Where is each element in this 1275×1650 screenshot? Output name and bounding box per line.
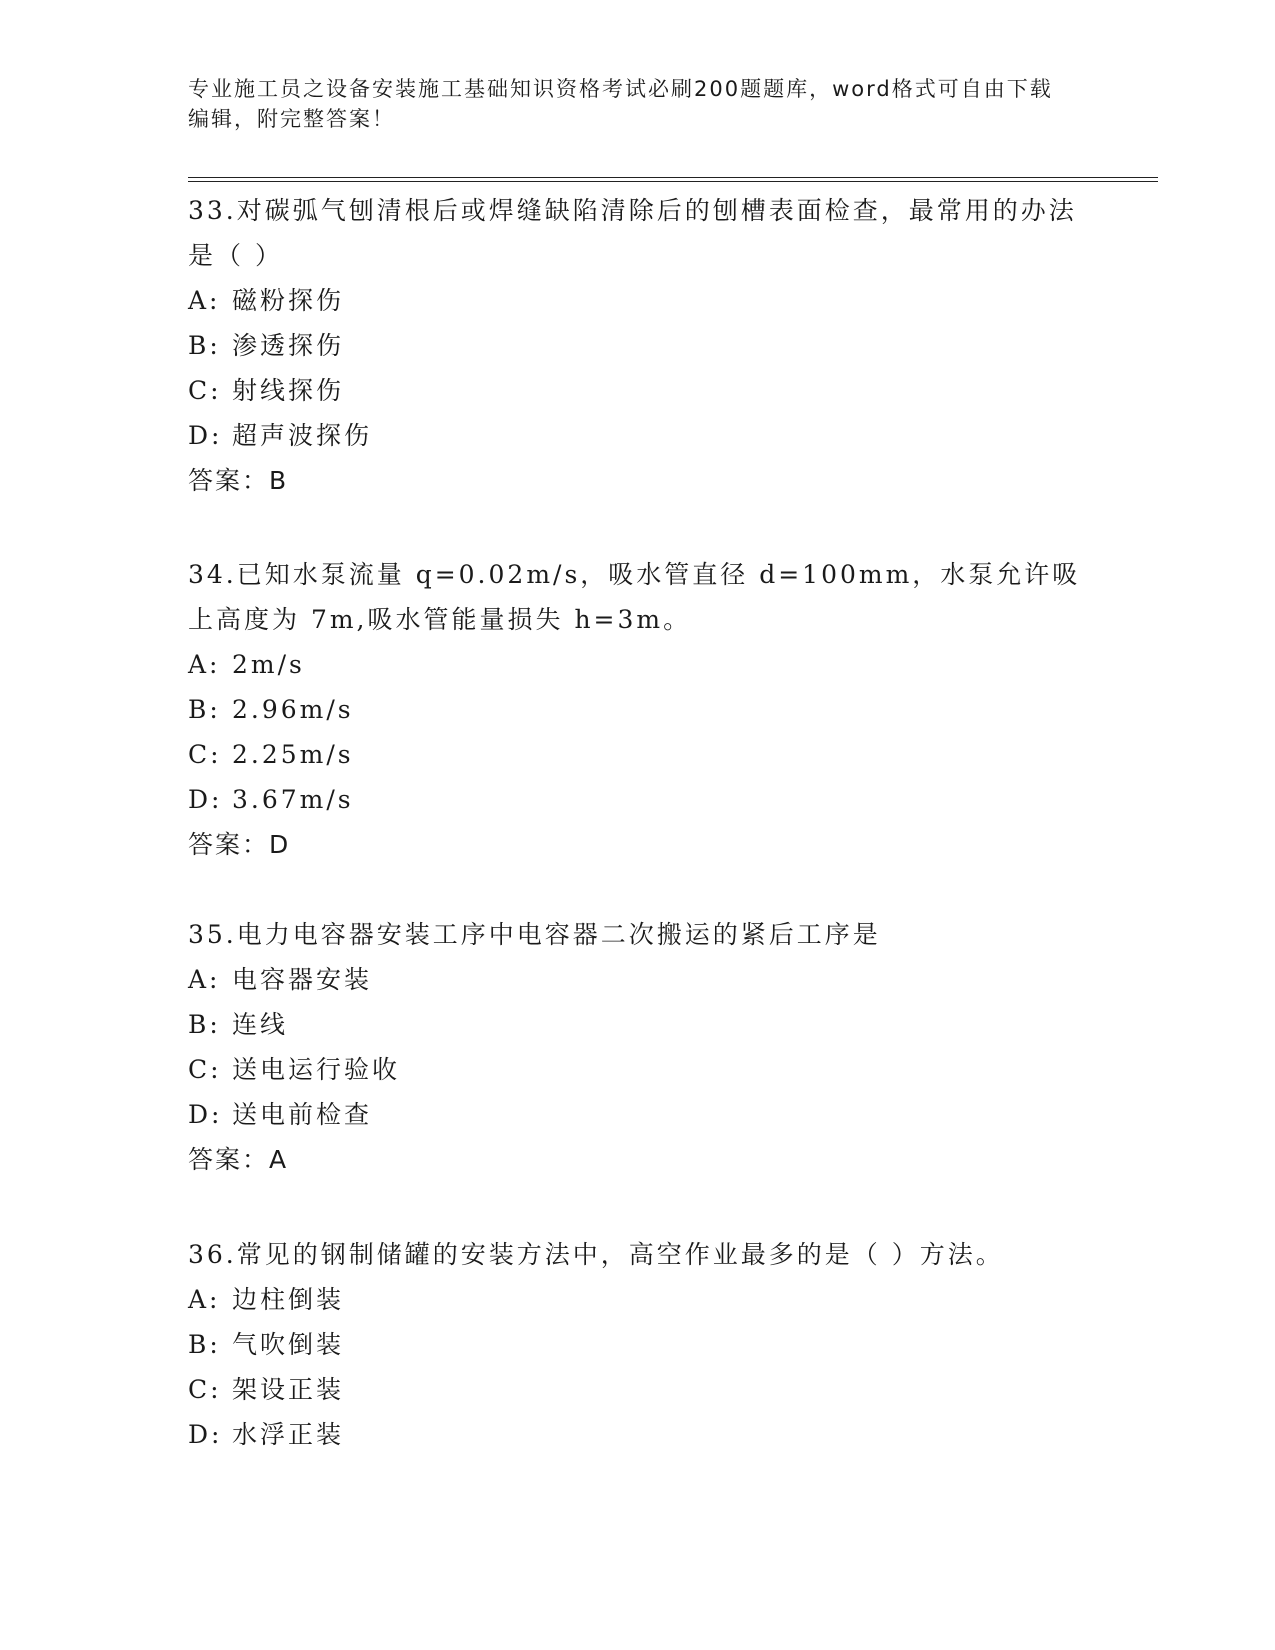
option-text: 气吹倒装 [232, 1330, 345, 1359]
header-rule-top [188, 177, 1158, 178]
option-d [188, 1092, 1088, 1137]
option-text: 电容器安装 [232, 965, 373, 994]
option-key: A: [188, 1285, 221, 1314]
option-key: D: [188, 1420, 223, 1449]
option-c [188, 1047, 1088, 1092]
option-text: 3.67m/s [232, 785, 354, 814]
option-text: 2.25m/s [232, 740, 354, 769]
option-text: 射线探伤 [232, 376, 345, 405]
question-36 [188, 1232, 1088, 1457]
option-key: C: [188, 740, 222, 769]
option-b [188, 1002, 1088, 1047]
option-d [188, 1412, 1088, 1457]
option-key: A: [188, 286, 221, 315]
document-header: 专业施工员之设备安装施工基础知识资格考试必刷200题题库，word格式可自由下载编辑，附完整答案！ [188, 77, 1053, 131]
option-text: 磁粉探伤 [232, 286, 345, 315]
option-text: 水浮正装 [232, 1420, 345, 1449]
option-b [188, 1322, 1088, 1367]
question-stem: 33.对碳弧气刨清根后或焊缝缺陷清除后的刨槽表面检查，最常用的办法是（ ） [188, 196, 1077, 270]
option-key: B: [188, 331, 221, 360]
header-rule-bottom [188, 181, 1158, 182]
option-text: 超声波探伤 [232, 421, 373, 450]
option-d [188, 413, 1088, 458]
option-text: 送电运行验收 [232, 1055, 401, 1084]
answer-line: 答案：D [188, 830, 291, 859]
option-a [188, 957, 1088, 1002]
option-key: A: [188, 650, 221, 679]
question-stem: 34.已知水泵流量 q=0.02m/s，吸水管直径 d=100mm，水泵允许吸上高度为 7m,吸水管能量损失 h=3m。 [188, 560, 1081, 634]
option-key: D: [188, 1100, 223, 1129]
option-c [188, 732, 1088, 777]
option-c [188, 368, 1088, 413]
option-key: A: [188, 965, 221, 994]
answer-line: 答案：B [188, 466, 289, 495]
option-a [188, 642, 1088, 687]
option-a [188, 278, 1088, 323]
option-key: B: [188, 695, 221, 724]
option-c [188, 1367, 1088, 1412]
option-b [188, 323, 1088, 368]
option-b [188, 687, 1088, 732]
option-text: 2.96m/s [232, 695, 354, 724]
option-text: 渗透探伤 [232, 331, 345, 360]
option-text: 架设正装 [232, 1375, 345, 1404]
option-text: 送电前检查 [232, 1100, 373, 1129]
option-d [188, 777, 1088, 822]
option-key: B: [188, 1010, 221, 1039]
question-stem: 36.常见的钢制储罐的安装方法中，高空作业最多的是（ ）方法。 [188, 1240, 1004, 1269]
question-stem: 35.电力电容器安装工序中电容器二次搬运的紧后工序是 [188, 920, 881, 949]
question-35 [188, 912, 1088, 1182]
option-key: C: [188, 1055, 222, 1084]
question-33 [188, 188, 1088, 503]
option-key: C: [188, 376, 222, 405]
option-text: 连线 [232, 1010, 289, 1039]
option-a [188, 1277, 1088, 1322]
option-key: B: [188, 1330, 221, 1359]
answer-line: 答案：A [188, 1145, 289, 1174]
question-34 [188, 552, 1088, 867]
option-key: D: [188, 421, 223, 450]
option-text: 边柱倒装 [232, 1285, 345, 1314]
option-text: 2m/s [232, 650, 305, 679]
option-key: C: [188, 1375, 222, 1404]
option-key: D: [188, 785, 223, 814]
